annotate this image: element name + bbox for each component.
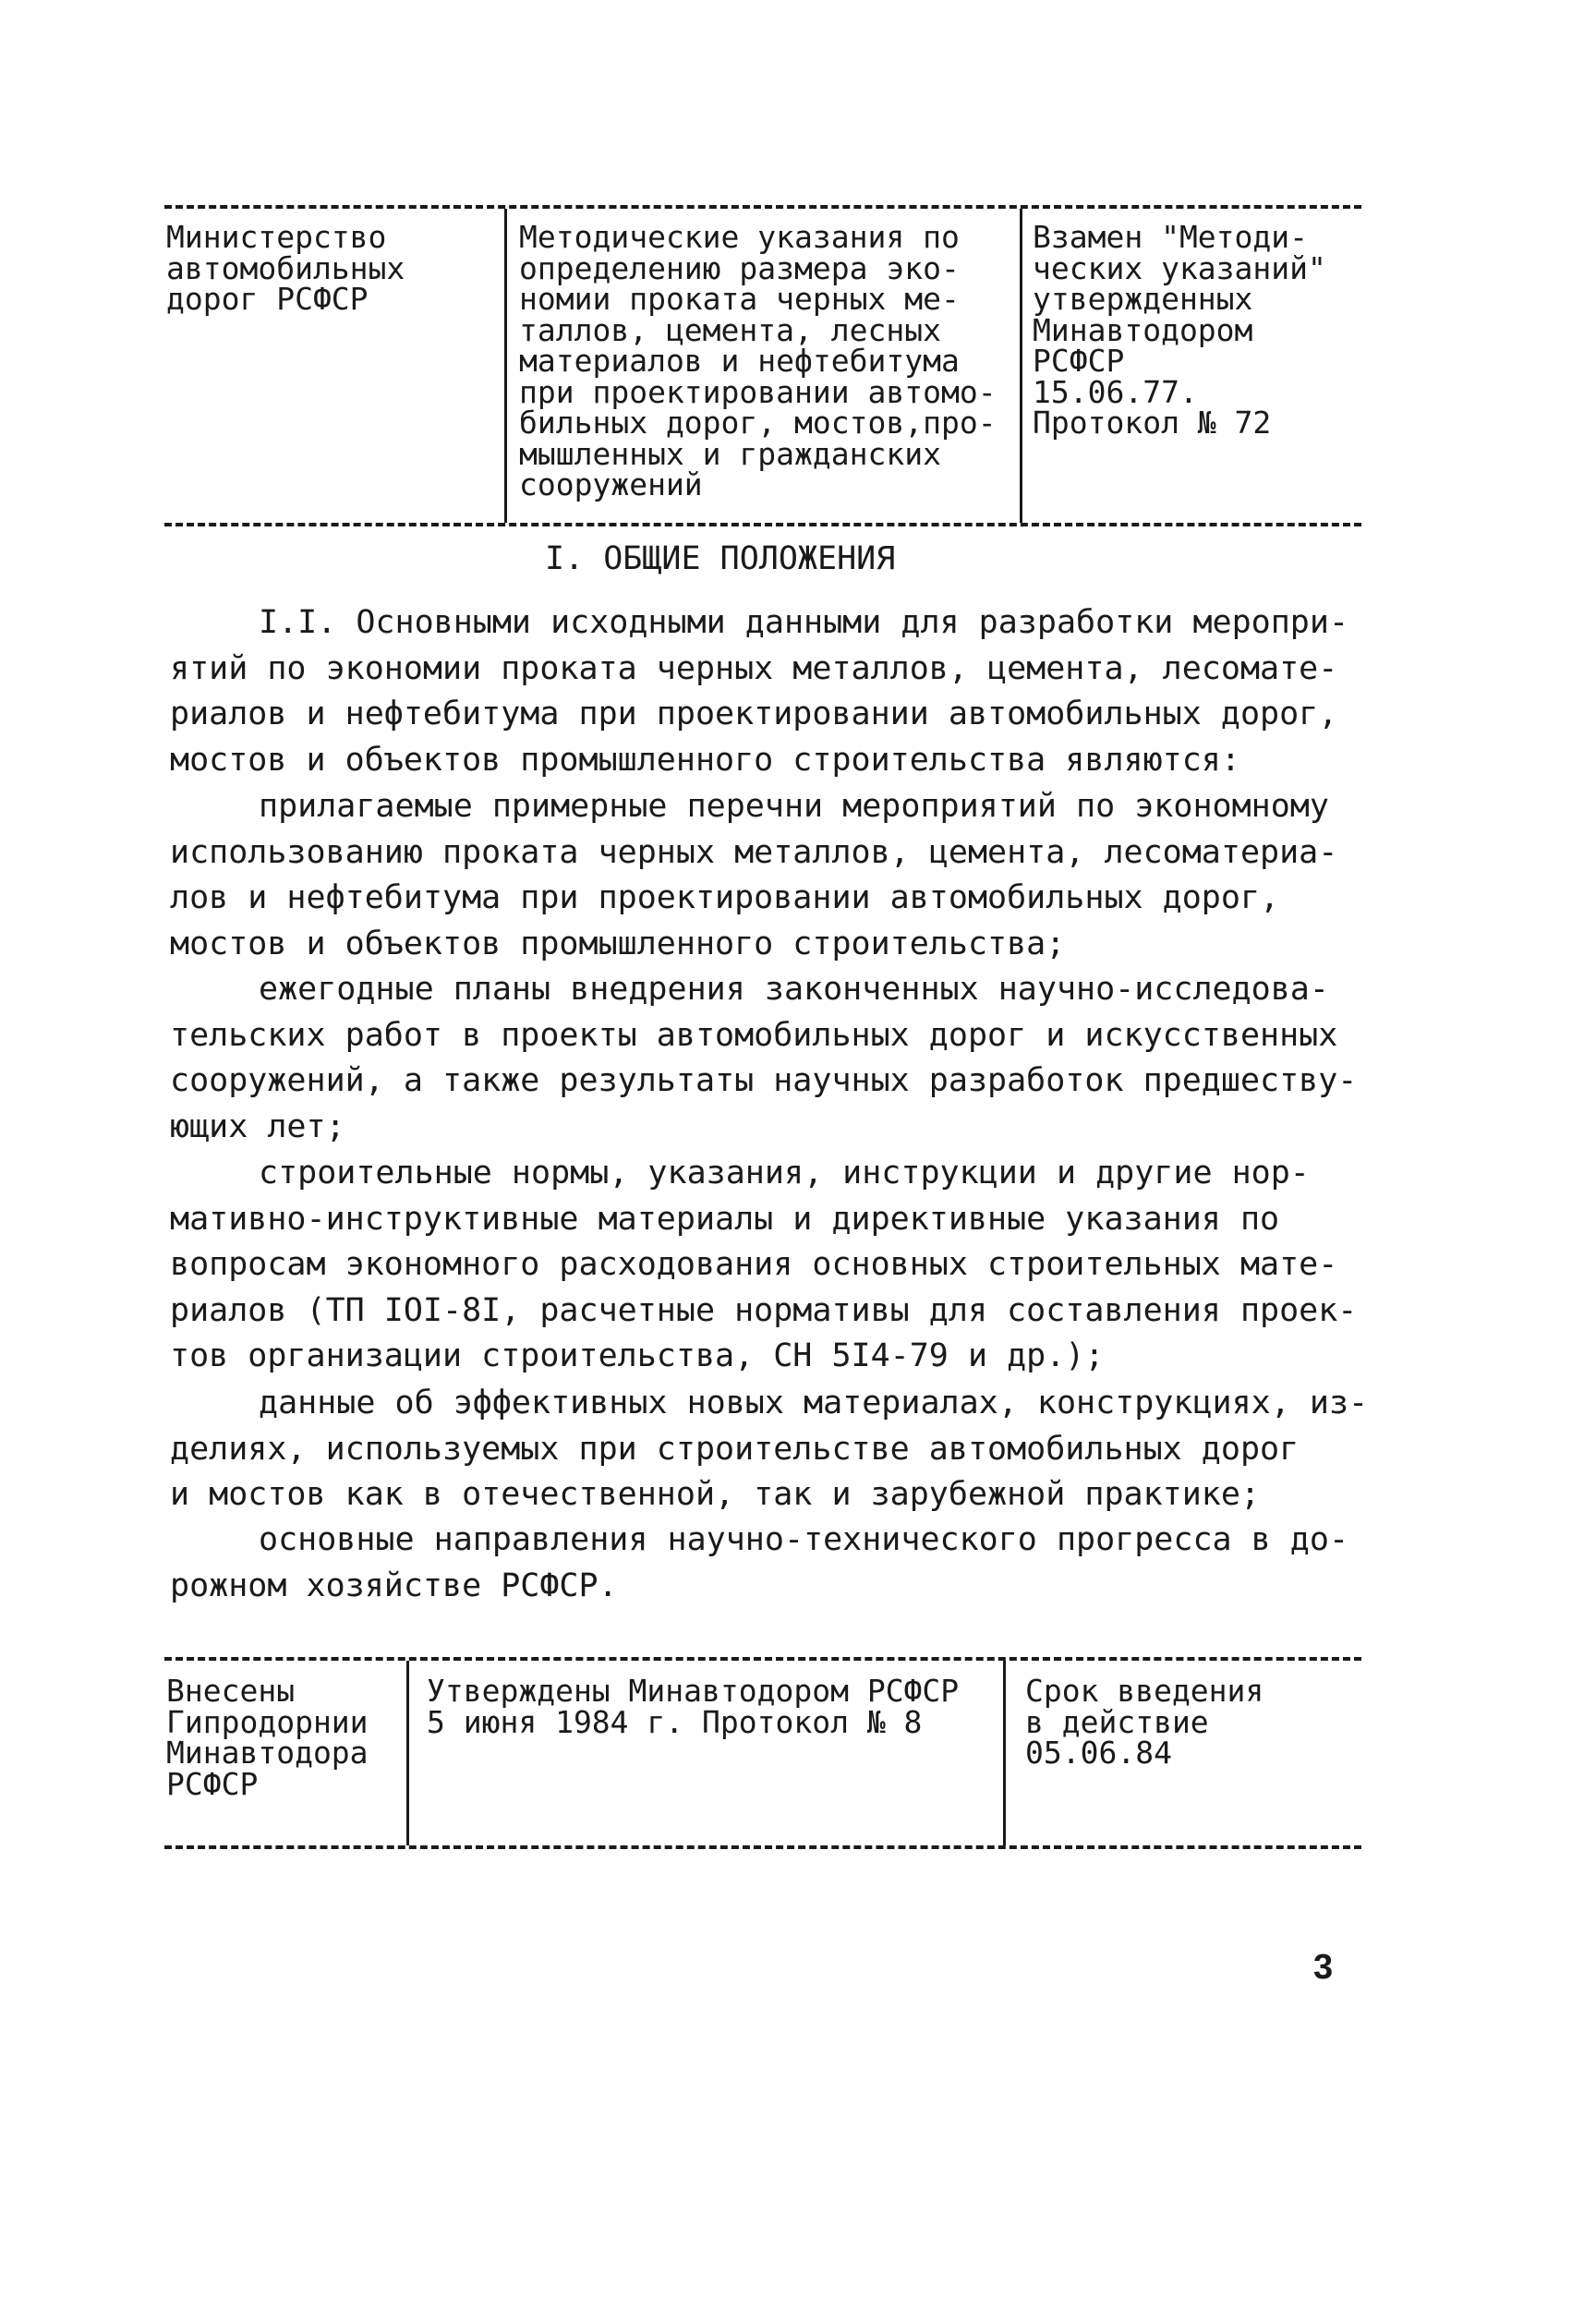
page-number: 3 xyxy=(1313,1948,1334,1987)
paragraph-list-item-4: данные об эффективных новых материалах, конструкциях, из- делиях, используемых при строительстве автомобильных дорог и мостов как в отечественной, так и зарубежной практике; xyxy=(170,1385,1369,1513)
paragraph-list-item-1: прилагаемые примерные перечни мероприятий по экономному использованию проката черных металлов, цемента, лесоматериа- лов и нефтебитума при проектировании автомобильных дорог, мостов и объектов промышленного строительства; xyxy=(170,788,1338,962)
paragraph-list-item-2: ежегодные планы внедрения законченных научно-исследова- тельских работ в проекты автомобильных дорог и искусственных сооружений, а также результаты научных разработок предшеству- ющих лет; xyxy=(170,971,1358,1145)
footer-divider-2 xyxy=(1003,1661,1006,1845)
footer-effective-date: Срок введения в действие 05.06.84 xyxy=(1025,1673,1264,1771)
header-document-title: Методические указания по определению размера эко- номии проката черных ме- таллов, цемента, лесных материалов и нефтебитума при проектировании автомо- бильных дорог, мостов,про- мышленных и гражданских сооружений xyxy=(519,219,997,502)
footer-introduced-by: Внесены Гипродорнии Минавтодора РСФСР xyxy=(166,1673,369,1802)
footer-table xyxy=(164,1657,1361,1849)
header-divider-2 xyxy=(1020,209,1022,523)
header-replaces-note: Взамен "Методи- ческих указаний" утвержденных Минавтодором РСФСР 15.06.77. Протокол № 72 xyxy=(1033,219,1326,441)
header-ministry: Министерство автомобильных дорог РСФСР xyxy=(166,219,405,317)
paragraph-list-item-5: основные направления научно-технического прогресса в до- рожном хозяйстве РСФСР. xyxy=(170,1521,1349,1604)
paragraph-list-item-3: строительные нормы, указания, инструкции и другие нор- мативно-инструктивные материалы и директивные указания по вопросам экономного расходования основных строительных мате- риалов (ТП IOI-8I, расчетные нормативы для составления проек- тов организации строительства, СН 5I4-79 и др.); xyxy=(170,1155,1358,1374)
footer-approved-by: Утверждены Минавтодором РСФСР 5 июня 1984 г. Протокол № 8 xyxy=(427,1673,960,1740)
header-divider-1 xyxy=(504,209,507,523)
paragraph-1-1: I.I. Основными исходными данными для разработки меропри- ятий по экономии проката черных металлов, цемента, лесомате- риалов и нефтебитума при проектировании автомобильных дорог, мостов и объектов промышленного строительства являются: xyxy=(170,604,1349,779)
footer-divider-1 xyxy=(406,1661,409,1845)
header-table xyxy=(164,205,1361,526)
section-title: I. ОБЩИЕ ПОЛОЖЕНИЯ xyxy=(545,540,896,577)
